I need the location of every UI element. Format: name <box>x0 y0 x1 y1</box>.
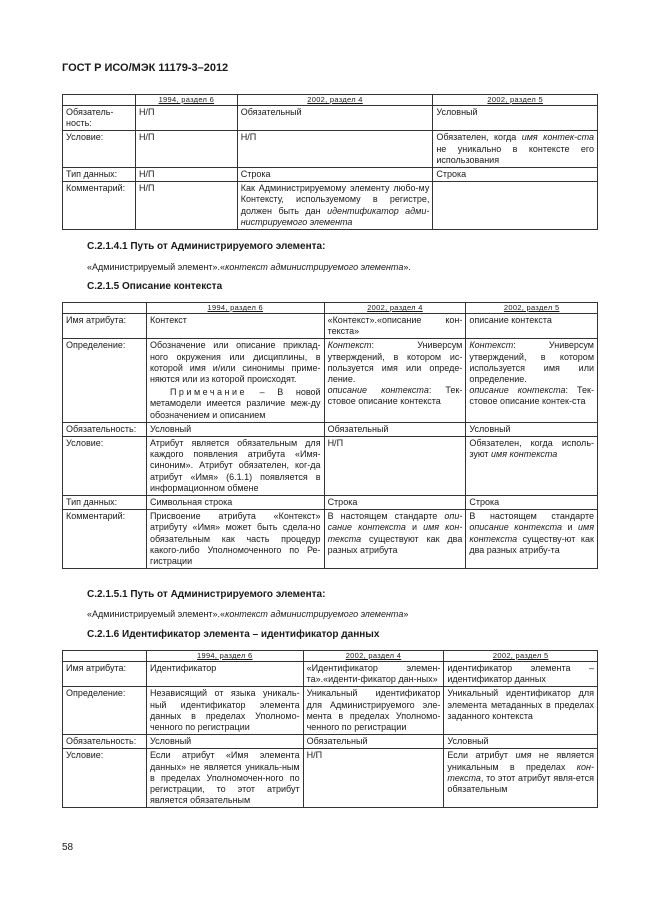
page-number: 58 <box>62 842 74 853</box>
cell: Условный <box>146 735 303 749</box>
cell: Уникальный идентификатор для Администрируемого эле-мента в пределах Уполномо-ченного по регистрации <box>303 687 444 735</box>
cell: В настоящем стандарте опи-сание контекста и имя кон-текста существуют как два разных атрибута <box>324 510 466 569</box>
cell: Условный <box>146 422 324 436</box>
table-row <box>63 106 598 131</box>
table-row <box>63 422 598 436</box>
cell: Если атрибут имя не является уникальным в пределах кон-текста, то этот атрибут явля-ется обязательным <box>444 749 598 808</box>
header-2002-5: 2002, раздел 5 <box>433 95 598 106</box>
table-header-row <box>63 303 598 314</box>
section-heading: С.2.1.5.1 Путь от Администрируемого элемента: <box>87 589 326 600</box>
table-row <box>63 131 598 168</box>
cell: Условный <box>444 735 598 749</box>
cell: Как Администрируемому элементу любо-му Контексту, используемому в регистре, должен быть дан идентификатор адми-нистрируемого элемента <box>237 182 433 230</box>
cell <box>433 182 598 230</box>
row-label: Комментарий: <box>63 182 136 230</box>
section-heading: С.2.1.4.1 Путь от Администрируемого элемента: <box>87 241 326 252</box>
cell: Обязательный <box>303 735 444 749</box>
header-1994: 1994, раздел 6 <box>146 303 324 314</box>
cell: Строка <box>324 496 466 510</box>
table-row <box>63 735 598 749</box>
row-label: Комментарий: <box>63 510 147 569</box>
header-empty <box>63 303 147 314</box>
cell: Обязателен, когда имя контек-ста не уникально в контексте его использования <box>433 131 598 168</box>
header-2002-5: 2002, раздел 5 <box>466 303 598 314</box>
document-header: ГОСТ Р ИСО/МЭК 11179-3–2012 <box>62 62 229 74</box>
cell: Н/П <box>324 437 466 496</box>
table-header-row <box>63 95 598 106</box>
table-row <box>63 662 598 687</box>
path-text: «Администрируемый элемент».«контекст администрируемого элемента». <box>87 262 411 272</box>
table-context-description <box>62 302 598 569</box>
cell: Контекст: Универсум утверждений, в котором ис-пользуется имя или опреде-ление. описание контекста: Тек-стовое описание контекста <box>324 339 466 422</box>
row-label: Тип данных: <box>63 168 136 182</box>
table-row <box>63 510 598 569</box>
cell: описание контекста <box>466 314 598 339</box>
cell: В настоящем стандарте описание контекста и имя контекста существу-ют как два разных атрибу-та <box>466 510 598 569</box>
header-2002-5: 2002, раздел 5 <box>444 651 598 662</box>
note: Примечание – В новой метамодели имеется различие меж-ду обозначением и описанием <box>149 387 321 420</box>
row-label: Имя атрибута: <box>63 662 147 687</box>
cell: Н/П <box>135 131 237 168</box>
cell: Контекст <box>146 314 324 339</box>
row-label: Определение: <box>63 687 147 735</box>
cell: Присвоение атрибута «Контекст» атрибуту «Имя» может быть сделa-но обязательным как часть процедур какого-либо Уполномоченного по Ре-гистрации <box>146 510 324 569</box>
cell: Атрибут является обязательным для каждого появления атрибута «Имя-синоним». Атрибут обязателен, ког-да атрибут «Имя» (6.1.1) появляется в информационном обмене <box>146 437 324 496</box>
cell: Независящий от языка уникаль-ный идентификатор элемента данных в пределах Уполномо-ченного по регистрации <box>146 687 303 735</box>
cell: Н/П <box>135 182 237 230</box>
table-context-name <box>62 94 598 230</box>
row-label: Тип данных: <box>63 496 147 510</box>
table-row <box>63 749 598 808</box>
cell: Условный <box>466 422 598 436</box>
table-row <box>63 182 598 230</box>
cell: Условный <box>433 106 598 131</box>
section-heading: С.2.1.5 Описание контекста <box>87 281 223 292</box>
header-empty <box>63 95 136 106</box>
cell: Н/П <box>135 168 237 182</box>
table-row <box>63 437 598 496</box>
table-row <box>63 314 598 339</box>
definition-text: Обозначение или описание приклад-ного окружения или дисциплины, в которой имя и/или синонимы приме-няются или из которой происходят. <box>149 340 321 385</box>
header-1994: 1994, раздел 6 <box>146 651 303 662</box>
cell: Обязательный <box>237 106 433 131</box>
cell: Обязателен, когда исполь-зуют имя контекста <box>466 437 598 496</box>
header-1994: 1994, раздел 6 <box>135 95 237 106</box>
row-label: Имя атрибута: <box>63 314 147 339</box>
cell: Если атрибут «Имя элемента данных» не является уникаль-ным в пределах Уполномочен-ного по регистрации, то этот атрибут является обязательным <box>146 749 303 808</box>
path-text: «Администрируемый элемент».«контекст администрируемого элемента» <box>87 609 409 619</box>
cell: Контекст: Универсум утверждений, в котором используется имя или определение. описание контекста: Тек-стовое описание контек-ста <box>466 339 598 422</box>
row-label: Обязатель-ность: <box>63 106 136 131</box>
cell: Идентификатор <box>146 662 303 687</box>
cell: Уникальный идентификатор для элемента метаданных в пределах заданного контекста <box>444 687 598 735</box>
cell: Н/П <box>135 106 237 131</box>
table-header-row <box>63 651 598 662</box>
cell: Н/П <box>237 131 433 168</box>
section-heading: С.2.1.6 Идентификатор элемента – идентификатор данных <box>87 629 380 640</box>
row-label: Условие: <box>63 131 136 168</box>
cell: Строка <box>237 168 433 182</box>
header-2002-4: 2002, раздел 4 <box>237 95 433 106</box>
cell <box>146 339 324 422</box>
row-label: Условие: <box>63 749 147 808</box>
row-label: Определение: <box>63 339 147 422</box>
header-empty <box>63 651 147 662</box>
cell: Н/П <box>303 749 444 808</box>
cell: Обязательный <box>324 422 466 436</box>
row-label: Обязательность: <box>63 422 147 436</box>
table-element-identifier <box>62 650 598 808</box>
cell: Строка <box>466 496 598 510</box>
table-row <box>63 496 598 510</box>
cell: Символьная строка <box>146 496 324 510</box>
header-2002-4: 2002, раздел 4 <box>303 651 444 662</box>
cell: «Идентификатор элемен-та».«иденти-фикатор дан-ных» <box>303 662 444 687</box>
cell: Строка <box>433 168 598 182</box>
row-label: Обязательность: <box>63 735 147 749</box>
row-label: Условие: <box>63 437 147 496</box>
table-row <box>63 168 598 182</box>
table-row <box>63 687 598 735</box>
cell: «Контекст».«описание кон-текста» <box>324 314 466 339</box>
header-2002-4: 2002, раздел 4 <box>324 303 466 314</box>
table-row <box>63 339 598 422</box>
cell: идентификатор элемента – идентификатор данных <box>444 662 598 687</box>
